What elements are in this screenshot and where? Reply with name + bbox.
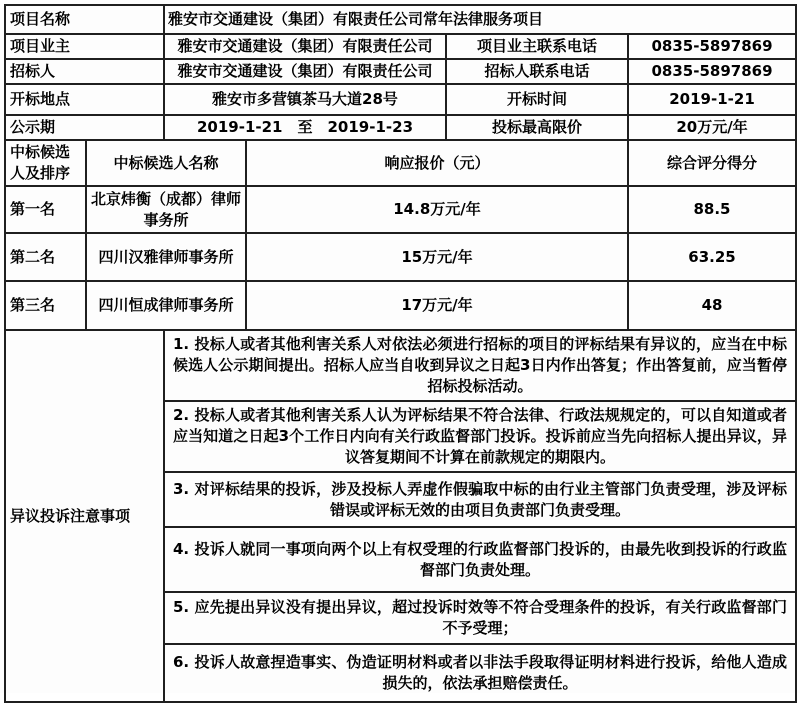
notice-row [5,330,796,401]
table-row [5,115,796,140]
notice-item: 1. 投标人或者其他利害关系人对依法必须进行招标的项目的评标结果有异议的，应当在中标候选人公示期间提出。招标人应当自收到异议之日起3日内作出答复；作出答复前，应当暂停招标投标活动。 [164,330,796,401]
max-price-value: 20万元/年 [628,115,796,140]
opening-place-value: 雅安市多营镇茶马大道28号 [164,84,446,115]
opening-place-label: 开标地点 [5,84,164,115]
candidate-score: 88.5 [628,186,796,233]
candidate-price: 14.8万元/年 [246,186,628,233]
candidates-table [4,139,797,331]
table-row [5,84,796,115]
candidate-name: 四川汉雅律师事务所 [86,233,246,281]
project-name-value: 雅安市交通建设（集团）有限责任公司常年法律服务项目 [164,5,796,34]
candidate-row [5,186,796,233]
candidate-price: 17万元/年 [246,281,628,330]
notice-label: 异议投诉注意事项 [5,330,164,702]
tenderer-value: 雅安市交通建设（集团）有限责任公司 [164,59,446,84]
project-owner-label: 项目业主 [5,34,164,59]
candidate-score: 63.25 [628,233,796,281]
notice-item: 4. 投诉人就同一事项向两个以上有权受理的行政监督部门投诉的，由最先收到投诉的行政监督部门负责处理。 [164,527,796,592]
project-owner-value: 雅安市交通建设（集团）有限责任公司 [164,34,446,59]
project-info-table [4,4,797,141]
notice-table [4,329,797,703]
table-row [5,34,796,59]
candidates-header-row [5,140,796,186]
owner-phone-label: 项目业主联系电话 [446,34,628,59]
price-header: 响应报价（元） [246,140,628,186]
candidate-row [5,233,796,281]
project-name-label: 项目名称 [5,5,164,34]
candidate-rank: 第二名 [5,233,86,281]
candidate-rank: 第三名 [5,281,86,330]
score-header: 综合评分得分 [628,140,796,186]
max-price-label: 投标最高限价 [446,115,628,140]
table-row [5,59,796,84]
candidate-name: 四川恒成律师事务所 [86,281,246,330]
candidate-rank: 第一名 [5,186,86,233]
candidate-row [5,281,796,330]
candidate-name-header: 中标候选人名称 [86,140,246,186]
opening-time-label: 开标时间 [446,84,628,115]
rank-header: 中标候选人及排序 [5,140,86,186]
publicity-period-label: 公示期 [5,115,164,140]
publicity-period-value: 2019-1-21 至 2019-1-23 [164,115,446,140]
candidate-price: 15万元/年 [246,233,628,281]
tenderer-phone-value: 0835-5897869 [628,59,796,84]
notice-item: 3. 对评标结果的投诉，涉及投标人弄虚作假骗取中标的由行业主管部门负责受理，涉及评标错误或评标无效的由项目负责部门负责受理。 [164,472,796,527]
tenderer-label: 招标人 [5,59,164,84]
owner-phone-value: 0835-5897869 [628,34,796,59]
notice-item: 6. 投诉人故意捏造事实、伪造证明材料或者以非法手段取得证明材料进行投诉，给他人造成损失的，依法承担赔偿责任。 [164,644,796,702]
notice-item: 2. 投标人或者其他利害关系人认为评标结果不符合法律、行政法规规定的，可以自知道或者应当知道之日起3个工作日内向有关行政监督部门投诉。投诉前应当先向招标人提出异议，异议答复期间不计算在前款规定的期限内。 [164,401,796,472]
tenderer-phone-label: 招标人联系电话 [446,59,628,84]
table-row [5,5,796,34]
candidate-score: 48 [628,281,796,330]
candidate-name: 北京炜衡（成都）律师事务所 [86,186,246,233]
notice-item: 5. 应先提出异议没有提出异议，超过投诉时效等不符合受理条件的投诉，有关行政监督部门不予受理； [164,592,796,644]
opening-time-value: 2019-1-21 [628,84,796,115]
